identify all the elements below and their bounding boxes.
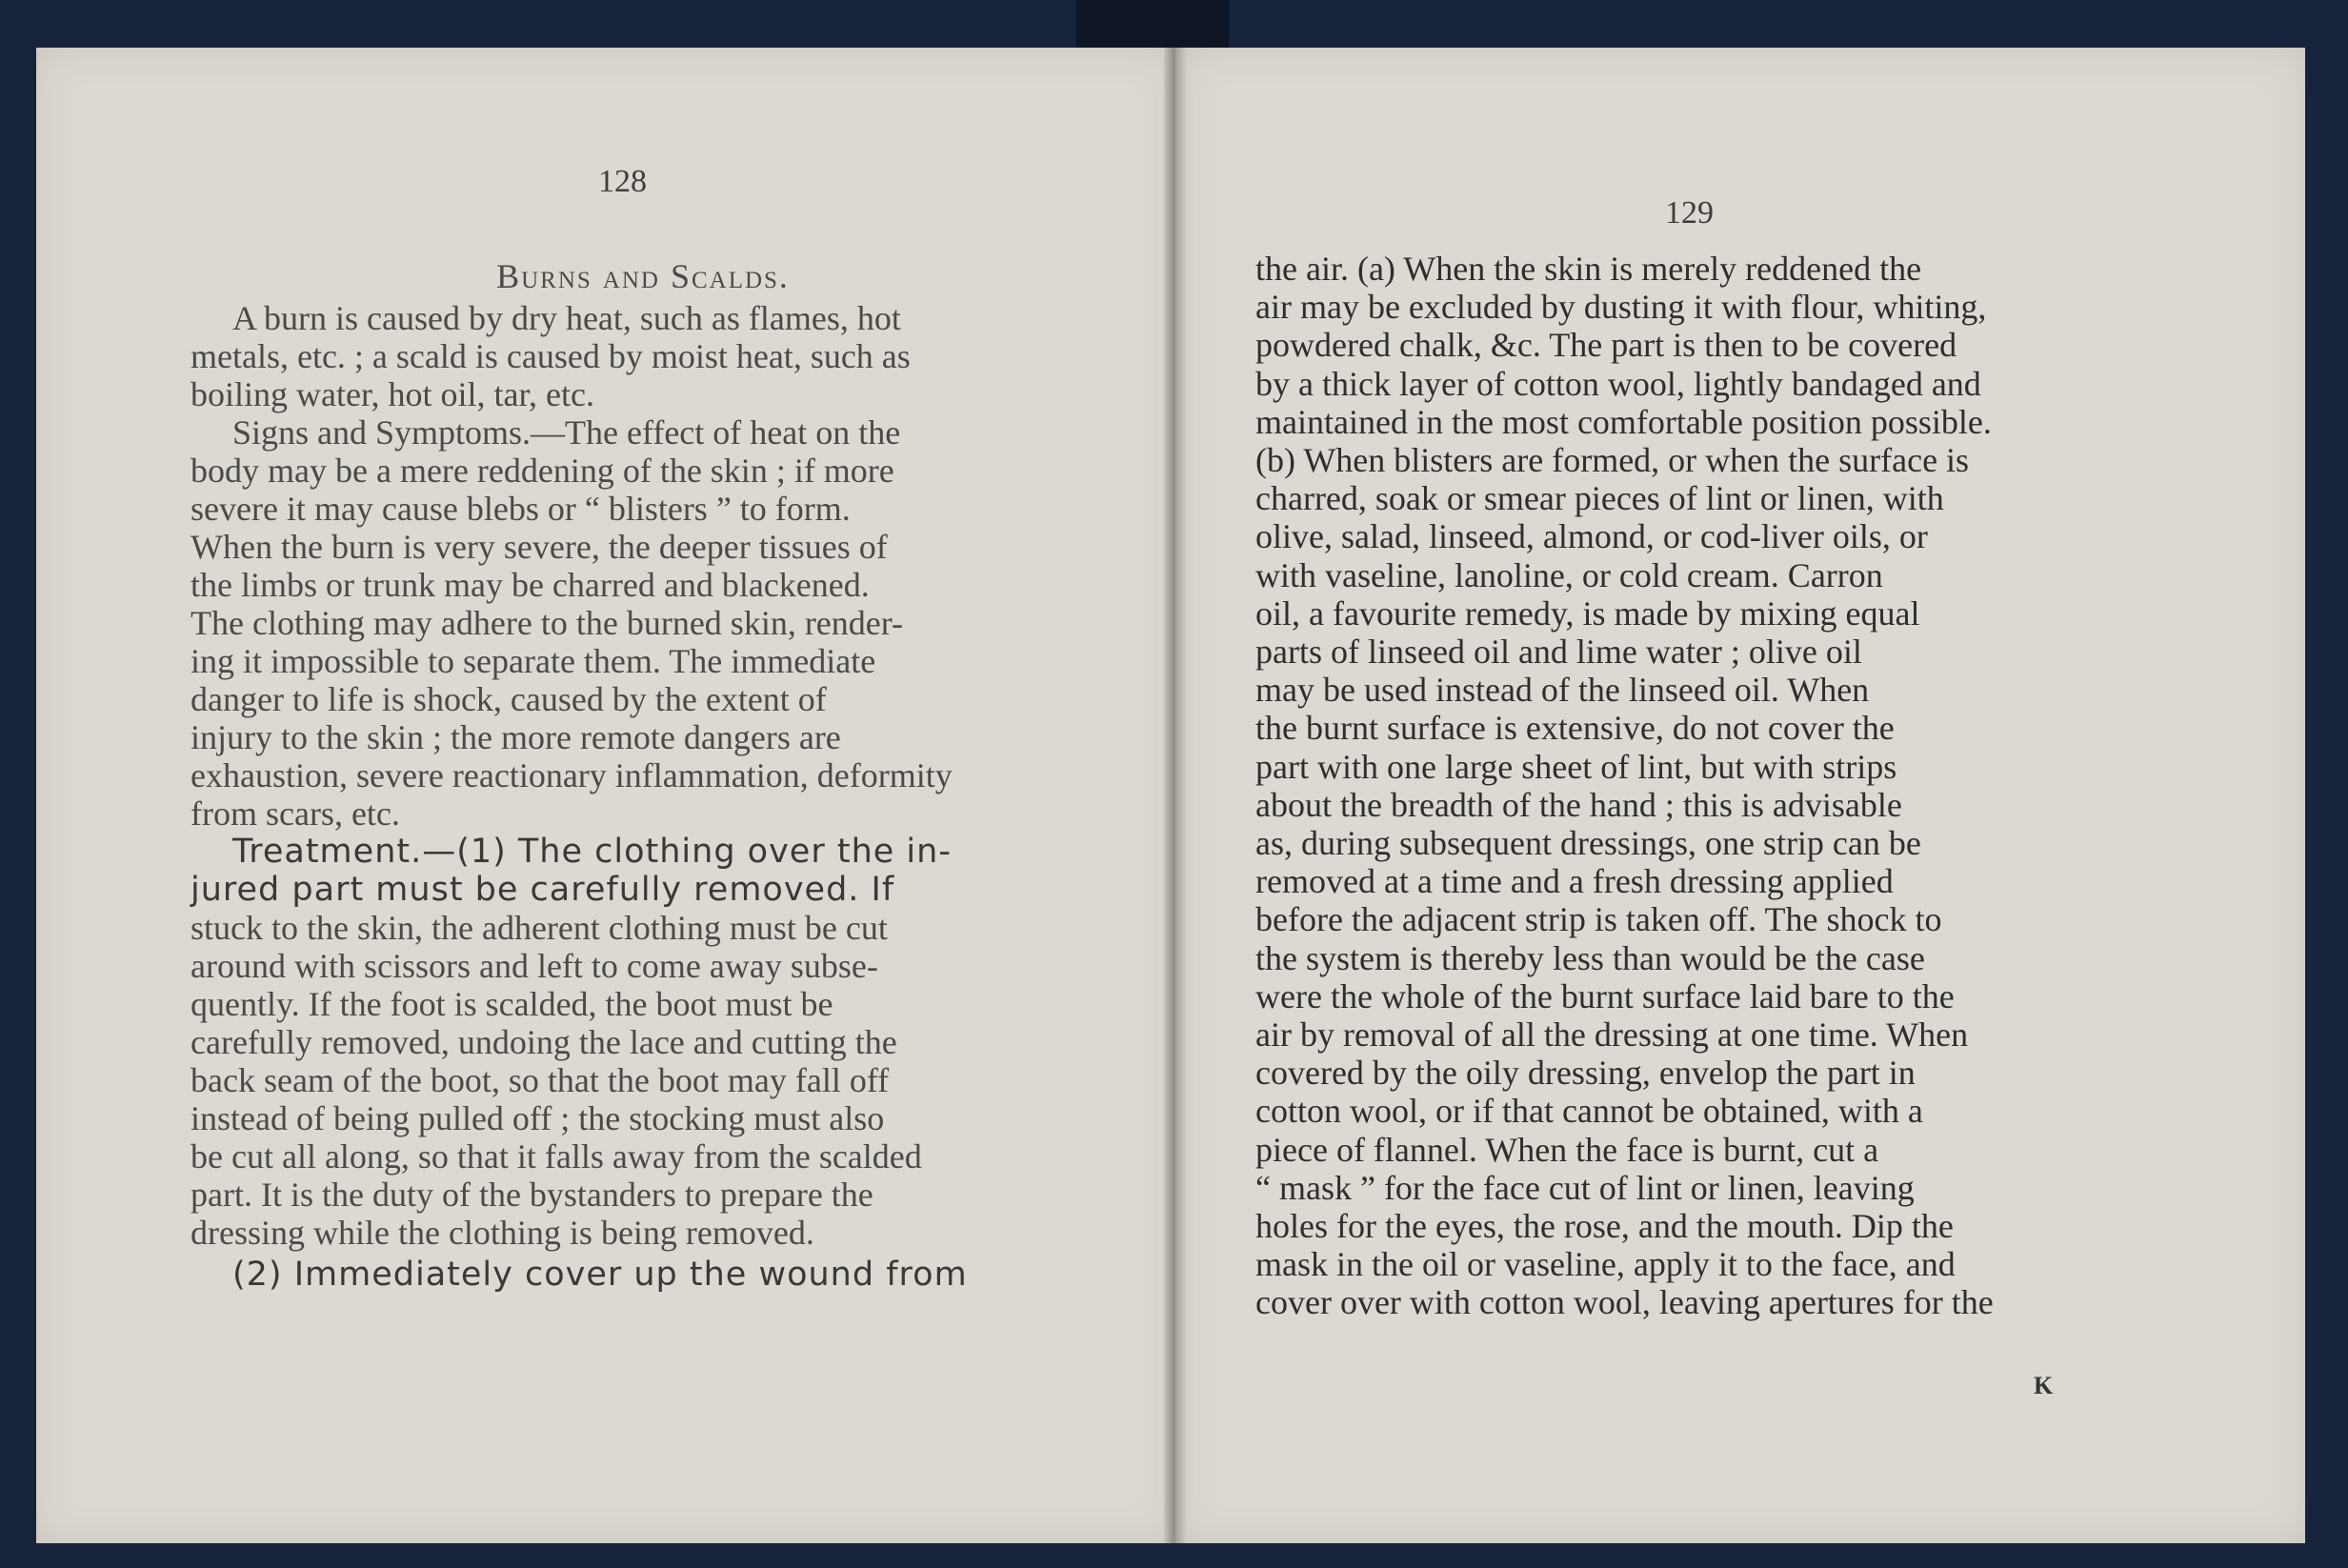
text-line: maintained in the most comfortable position possible. [1255, 402, 1992, 441]
text-line: as, during subsequent dressings, one strip can be [1255, 824, 1921, 863]
text-line: may be used instead of the linseed oil. When [1255, 671, 1870, 710]
text-line: When the burn is very severe, the deeper tissues of [191, 528, 888, 566]
text-line: Signs and Symptoms.—The effect of heat on the [232, 413, 901, 452]
text-line: (2) Immediately cover up the wound from [232, 1256, 968, 1294]
text-line: with vaseline, lanoline, or cold cream. Carron [1255, 555, 1883, 594]
left-page-text [191, 257, 1067, 1294]
text-line: instead of being pulled off ; the stocking must also [191, 1099, 885, 1137]
text-line: the burnt surface is extensive, do not cover the [1255, 709, 1895, 748]
text-line: metals, etc. ; a scald is caused by moist heat, such as [191, 337, 911, 375]
text-line: jured part must be carefully removed. If [191, 871, 895, 909]
text-line: cotton wool, or if that cannot be obtained, with a [1255, 1092, 1923, 1131]
text-line: were the whole of the burnt surface laid bare to the [1255, 976, 1955, 1015]
text-line: boiling water, hot oil, tar, etc. [191, 375, 595, 413]
section-heading: Burns and Scalds. [496, 257, 790, 295]
text-line: the limbs or trunk may be charred and blackened. [191, 566, 870, 604]
right-page-number: 129 [1665, 195, 1714, 231]
text-line: removed at a time and a fresh dressing applied [1255, 862, 1894, 901]
text-line: air may be excluded by dusting it with flour, whiting, [1255, 288, 1987, 327]
text-line: charred, soak or smear pieces of lint or linen, with [1255, 479, 1944, 518]
text-line: covered by the oily dressing, envelop the part in [1255, 1054, 1916, 1093]
text-line: about the breadth of the hand ; this is advisable [1255, 785, 1902, 824]
text-line: “ mask ” for the face cut of lint or linen, leaving [1255, 1168, 1915, 1207]
text-line: stuck to the skin, the adherent clothing must be cut [191, 909, 888, 947]
text-line: part. It is the duty of the bystanders to prepare the [191, 1176, 873, 1214]
text-line: the air. (a) When the skin is merely reddened the [1255, 250, 1922, 288]
text-line: ing it impossible to separate them. The immediate [191, 642, 876, 680]
text-line: back seam of the boot, so that the boot may fall off [191, 1061, 890, 1099]
text-line: air by removal of all the dressing at one time. When [1255, 1015, 1969, 1055]
text-line: parts of linseed oil and lime water ; olive oil [1255, 633, 1862, 672]
text-line: Treatment.—(1) The clothing over the in- [232, 833, 952, 871]
text-line: the system is thereby less than would be the case [1255, 938, 1925, 977]
text-line: The clothing may adhere to the burned skin, render- [191, 604, 904, 642]
text-line: cover over with cotton wool, leaving apertures for the [1255, 1283, 1994, 1322]
text-line: A burn is caused by dry heat, such as flames, hot [232, 299, 901, 337]
text-line: from scars, etc. [191, 794, 400, 833]
text-line: olive, salad, linseed, almond, or cod-liver oils, or [1255, 517, 1928, 556]
book-gutter [1164, 48, 1187, 1543]
text-line: dressing while the clothing is being removed. [191, 1214, 814, 1252]
text-line: around with scissors and left to come away subse- [191, 947, 878, 985]
text-line: body may be a mere reddening of the skin ; if more [191, 452, 894, 490]
book-spine-shadow [1076, 0, 1229, 48]
text-line: injury to the skin ; the more remote dangers are [191, 718, 841, 756]
text-line: (b) When blisters are formed, or when the surface is [1255, 441, 1970, 480]
text-line: before the adjacent strip is taken off. The shock to [1255, 900, 1942, 939]
text-line: danger to life is shock, caused by the extent of [191, 680, 827, 718]
text-line: by a thick layer of cotton wool, lightly bandaged and [1255, 364, 1981, 403]
signature-mark: K [2034, 1372, 2054, 1399]
text-line: oil, a favourite remedy, is made by mixing equal [1255, 593, 1920, 633]
text-line: quently. If the foot is scalded, the boot must be [191, 985, 833, 1023]
text-line: be cut all along, so that it falls away from the scalded [191, 1137, 922, 1176]
text-line: carefully removed, undoing the lace and cutting the [191, 1023, 897, 1061]
text-line: exhaustion, severe reactionary inflammation, deformity [191, 756, 953, 794]
left-page-number: 128 [598, 164, 647, 199]
text-line: piece of flannel. When the face is burnt, cut a [1255, 1130, 1879, 1169]
text-line: part with one large sheet of lint, but with strips [1255, 747, 1897, 786]
text-line: mask in the oil or vaseline, apply it to the face, and [1255, 1245, 1956, 1284]
right-page-text [1255, 250, 2132, 1322]
text-line: holes for the eyes, the rose, and the mouth. Dip the [1255, 1207, 1954, 1246]
text-line: severe it may cause blebs or “ blisters ” to form. [191, 490, 851, 528]
text-line: powdered chalk, &c. The part is then to be covered [1255, 326, 1957, 365]
